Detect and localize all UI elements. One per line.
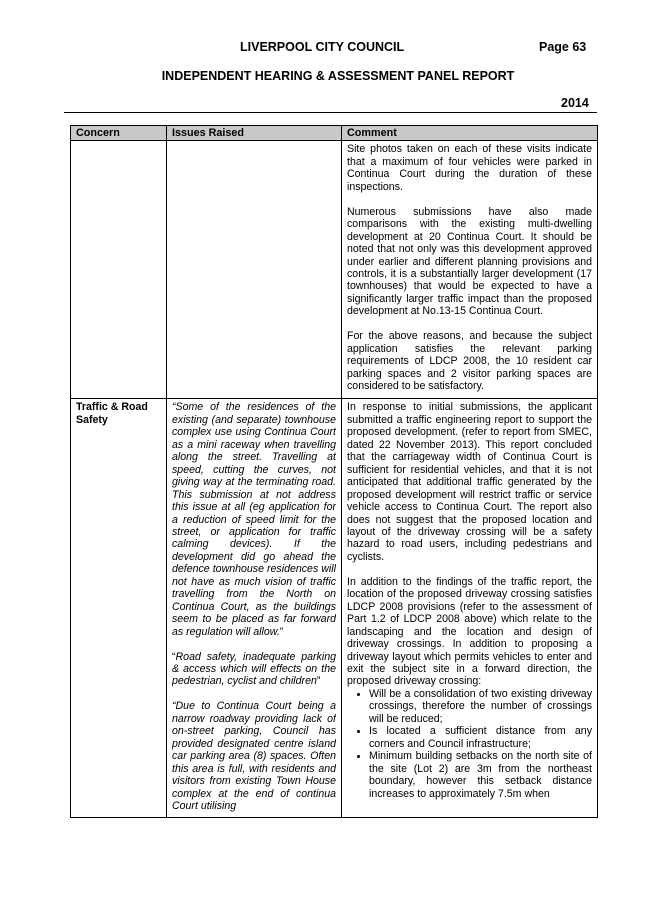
table-row (71, 141, 598, 399)
comment-paragraph: Numerous submissions have also made comparisons with the existing multi-dwelling development at 20 Continua Court. It should be noted that not only was this development approved under earlier and different planning provisions and controls, it is a substantially larger development (17 townhouses) that would be expected to have a significantly larger traffic impact than the proposed development at No.13-15 Continua Court. (347, 205, 592, 318)
header-divider (64, 112, 597, 113)
comment-paragraph: For the above reasons, and because the subject application satisfies the relevant parking requirements of LDCP 2008, the 10 resident car parking spaces and 2 visitor parking spaces are considered to be satisfactory. (347, 330, 592, 393)
issue-quote (172, 401, 336, 638)
column-header-issues: Issues Raised (167, 126, 342, 141)
issues-cell (167, 141, 342, 399)
concern-cell (71, 141, 167, 399)
issue-quote (172, 651, 336, 688)
table-row (71, 399, 598, 818)
table-header-row (71, 126, 598, 141)
concern-cell: Traffic & Road Safety (71, 399, 167, 818)
comment-content (347, 401, 592, 815)
report-title: INDEPENDENT HEARING & ASSESSMENT PANEL REPORT (161, 69, 515, 83)
issue-text: Road safety, inadequate parking & access which will effects on the pedestrian, cyclist and children (172, 650, 336, 688)
comment-cell (342, 399, 598, 818)
comment-paragraph: In response to initial submissions, the applicant submitted a traffic engineering report to support the proposed development. (refer to report from SMEC, dated 22 November 2013). This report concluded that the carriageway width of Continua Court is sufficient for residential vehicles, and that it is not anticipated that additional traffic generated by the proposed development will restrict traffic or service vehicle access to Continua Court. The report also does not suggest that the proposed location and layout of the driveway crossing will be a safety hazard to road users, including pedestrians and cyclists. (347, 401, 592, 563)
issue-text: “Some of the residences of the existing (and separate) townhouse complex use using Continua Court as a mini raceway when travelling along the street. Travelling at speed, cutting the curves, not giving way at the terminating road. This submission at not address this issue at all (eg application for a reduction of speed limit for the street, or application for traffic calming devices). If the development did go ahead the defence townhouse residences will not have as much vision of traffic travelling from the North on Continua Court, as the buildings seem to be placed as far forward as regulation will allow. (172, 401, 336, 638)
page-number: Page 63 (539, 40, 587, 54)
quote-mark: ” (316, 675, 321, 688)
issues-content (172, 401, 336, 815)
submissions-table (70, 125, 598, 818)
issue-quote: “Due to Continua Court being a narrow roadway providing lack of on-street parking, Council has provided designated centre island car parking area (8) spaces. Often this area is full, with residents and visitors from existing Town House complex at the end of continua Court utilising (172, 700, 336, 812)
quote-mark: ” (279, 625, 284, 638)
comment-cell (342, 141, 598, 399)
bullet-list (347, 688, 592, 800)
list-item: • Is located a sufficient distance from any corners and Council infrastructure; (369, 725, 592, 750)
column-header-concern: Concern (71, 126, 167, 141)
comment-paragraph: In addition to the findings of the traffic report, the location of the proposed driveway crossing satisfies LDCP 2008 provisions (refer to the assessment of Part 1.2 of LDCP 2008 above) which relate to the landscaping and the location and design of driveway crossings. In addition to proposing a driveway layout which permits vehicles to enter and exit the subject site in a forward direction, the proposed driveway crossing: (347, 575, 592, 688)
quote-mark: “ (172, 650, 176, 663)
report-year: 2014 (561, 96, 589, 110)
list-item: • Minimum building setbacks on the north site of the site (Lot 2) are 3m from the northeast boundary, however this setback distance increases to approximately 7.5m when (369, 750, 592, 800)
list-item: • Will be a consolidation of two existing driveway crossings, therefore the number of crossings will be reduced; (369, 688, 592, 725)
comment-paragraph: Site photos taken on each of these visits indicate that a maximum of four vehicles were parked in Continua Court during the duration of these inspections. (347, 143, 592, 193)
column-header-comment: Comment (342, 126, 598, 141)
issues-cell (167, 399, 342, 818)
council-name: LIVERPOOL CITY COUNCIL (240, 40, 405, 54)
